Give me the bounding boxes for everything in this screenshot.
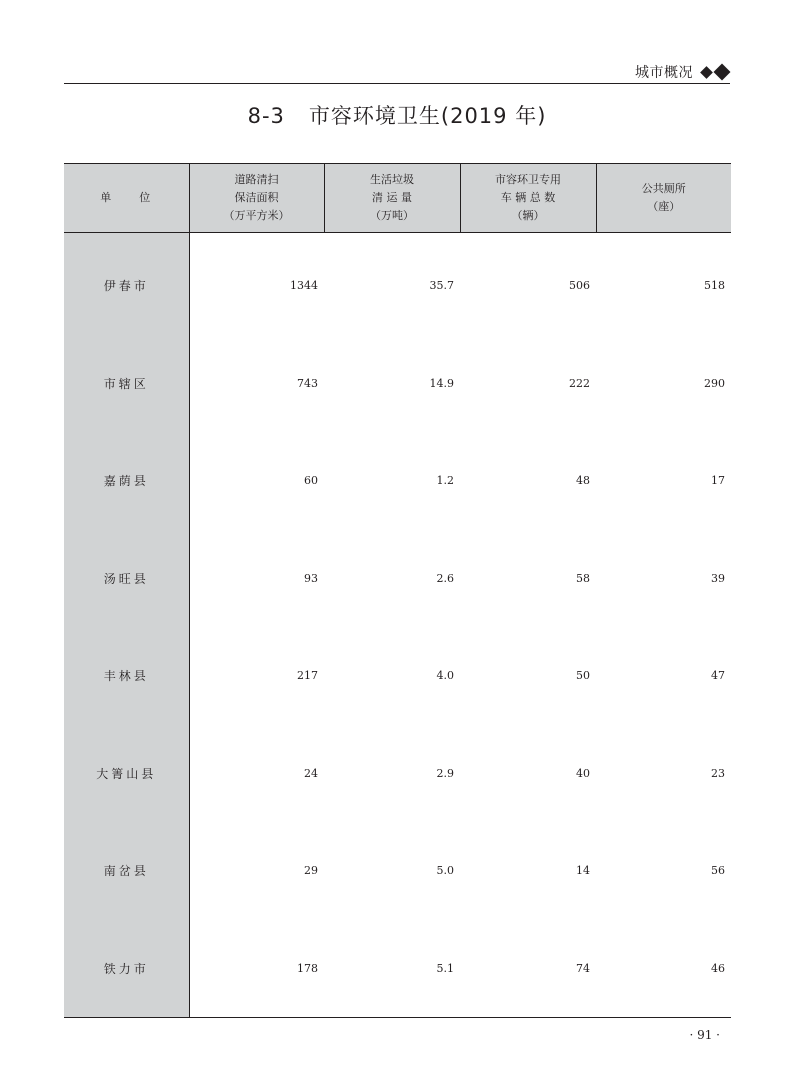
cell-sanitation-vehicles: 506 [569,279,590,293]
cell-garbage-volume: 5.0 [436,864,454,878]
running-header [635,62,728,82]
table-row [64,725,731,823]
table-row [64,627,731,725]
cell-garbage-volume: 2.9 [436,766,454,780]
column-header-sanitation-vehicles: 市容环卫专用 车 辆 总 数 （辆） [460,164,596,233]
cell-road-cleaning-area: 24 [304,766,318,780]
cell-road-cleaning-area: 60 [304,474,318,488]
cell-public-toilets: 56 [711,864,725,878]
cell-sanitation-vehicles: 14 [576,864,590,878]
row-unit: 市辖区 [64,335,189,433]
column-header-road-cleaning-area: 道路清扫 保洁面积 （万平方米） [189,164,324,233]
cell-road-cleaning-area: 217 [297,669,318,683]
diamond-ornament-icon [699,66,728,78]
cell-sanitation-vehicles: 40 [576,766,590,780]
table-code: 8-3 [247,104,285,128]
cell-road-cleaning-area: 93 [304,571,318,585]
table-row [64,335,731,433]
cell-public-toilets: 46 [596,920,731,1018]
table-row [64,530,731,628]
row-unit: 大箐山县 [64,725,189,823]
cell-garbage-volume: 14.9 [429,376,454,390]
cell-garbage-volume: 4.0 [436,669,454,683]
cell-sanitation-vehicles: 48 [576,474,590,488]
section-title: 城市概况 [635,65,693,81]
table-row [64,432,731,530]
cell-garbage-volume: 5.1 [324,920,460,1018]
cell-public-toilets: 39 [711,571,725,585]
cell-sanitation-vehicles: 50 [576,669,590,683]
sanitation-table [64,163,731,1018]
cell-sanitation-vehicles: 74 [460,920,596,1018]
cell-sanitation-vehicles: 58 [576,571,590,585]
header-rule [64,83,730,84]
row-unit: 汤旺县 [64,530,189,628]
table-row [64,233,731,335]
row-unit: 伊春市 [64,233,189,335]
cell-public-toilets: 23 [711,766,725,780]
column-header-garbage-volume: 生活垃圾 清 运 量 （万吨） [324,164,460,233]
column-header-unit: 单 位 [64,164,189,233]
cell-road-cleaning-area: 178 [189,920,324,1018]
cell-garbage-volume: 35.7 [429,279,454,293]
table-row [64,822,731,920]
cell-sanitation-vehicles: 222 [569,376,590,390]
column-header-public-toilets: 公共厕所 （座） [596,164,731,233]
table-header-row [64,164,731,233]
cell-road-cleaning-area: 29 [304,864,318,878]
cell-public-toilets: 47 [711,669,725,683]
cell-road-cleaning-area: 1344 [290,279,318,293]
row-unit: 铁力市 [64,920,189,1018]
cell-road-cleaning-area: 743 [297,376,318,390]
table-row [64,920,731,1018]
table-title-text: 市容环境卫生(2019 年) [308,104,547,128]
cell-garbage-volume: 2.6 [436,571,454,585]
cell-public-toilets: 290 [704,376,725,390]
row-unit: 南岔县 [64,822,189,920]
cell-garbage-volume: 1.2 [436,474,454,488]
cell-public-toilets: 518 [704,279,725,293]
cell-public-toilets: 17 [711,474,725,488]
row-unit: 嘉荫县 [64,432,189,530]
row-unit: 丰林县 [64,627,189,725]
table-title [0,100,794,130]
page-number: · 91 · [689,1028,720,1042]
